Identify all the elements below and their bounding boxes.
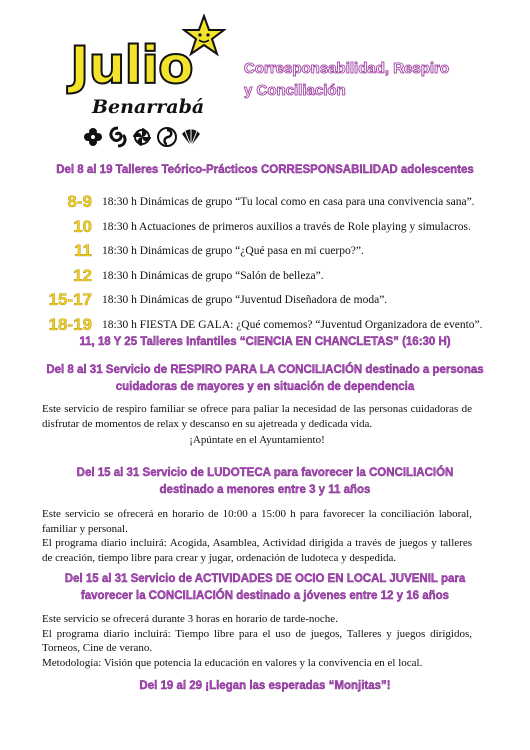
heading-line-2: y Conciliación [244,82,346,99]
section-ludoteca-title [30,465,500,499]
schedule-day: 12 [73,265,92,285]
schedule-day: 8-9 [67,192,92,212]
ocio-paragraph-1: Este servicio se ofrecerá durante 3 horas en horario de tarde-noche. [42,613,338,625]
schedule-item [40,239,510,264]
respiro-call: ¡Apúntate en el Ayuntamiento! [189,434,325,446]
section-ludoteca-title-line-2: destinado a menores entre 3 y 11 años [159,484,371,496]
schedule-list [40,190,510,337]
ludoteca-paragraph-2: El programa diario incluirá: Acogida, Asamblea, Actividad dirigida a través de juegos y talleres de creación, tiempo libre para crear y jugar, ordenación de ludoteca y despedida. [42,537,472,564]
schedule-text: 18:30 h Dinámicas de grupo “Tu local como en casa para una convivencia sana”. [102,196,475,209]
schedule-text: 18:30 h Dinámicas de grupo “Juventud Diseñadora de moda”. [102,294,388,307]
logo-word: Julio [70,36,193,96]
schedule-text: 18:30 h Dinámicas de grupo “Salón de belleza”. [102,269,324,282]
logo-town: Benarrabá [92,96,205,118]
logo-symbols [82,126,202,148]
schedule-item [40,215,510,240]
heading-line-1: Corresponsabilidad, Respiro [244,60,450,77]
swirl-icon [107,126,129,148]
schedule-text: 18:30 h Actuaciones de primeros auxilios a través de Role playing y simulacros. [102,220,471,233]
section-ocio-title-line-1: Del 15 al 31 Servicio de ACTIVIDADES DE OCIO EN LOCAL JUVENIL para [64,573,466,585]
section-adolescents-title: Del 8 al 19 Talleres Teórico-Prácticos CORRESPONSABILIDAD adolescentes [56,164,474,176]
section-ocio-body [42,612,472,670]
schedule-text: 18:30 h FIESTA DE GALA: ¿Qué comemos? “Juventud Organizadora de evento”. [102,318,483,331]
schedule-item [40,288,510,313]
schedule-day: 15-17 [48,290,92,310]
swirl-icon [156,126,178,148]
section-respiro-body [42,402,472,448]
section-ocio-title-line-2: favorecer la CONCILIACIÓN destinado a jóvenes entre 12 y 16 años [80,590,450,602]
section-respiro-title-line-1: Del 8 al 31 Servicio de RESPIRO PARA LA CONCILIACIÓN destinado a personas [46,364,484,376]
ludoteca-paragraph-1: Este servicio se ofrecerá en horario de 10:00 a 15:00 h para favorecer la conciliación laboral, familiar y personal. [42,508,472,535]
ocio-paragraph-3: Metodología: Visión que potencia la educación en valores y la convivencia en el local. [42,656,423,669]
section-respiro-title-line-2: cuidadoras de mayores y en situación de dependencia [115,381,415,393]
ocio-paragraph-2: El programa diario incluirá: Tiempo libre para el uso de juegos, Talleres y juegos dirigidos, Torneos, Cine de verano. [42,627,472,654]
schedule-text: 18:30 h Dinámicas de grupo “¿Qué pasa en mi cuerpo?”. [102,245,364,258]
section-ludoteca-body [42,507,472,565]
lauburu-icon [82,126,104,148]
respiro-paragraph: Este servicio de respiro familiar se ofrece para paliar la necesidad de las personas cuidadoras de disfrutar de momentos de relax y descanso en su ajetreada y dedicada vida. [42,403,472,430]
section-ciencia-title: 11, 18 Y 25 Talleres Infantiles “CIENCIA EN CHANCLETAS” (16:30 H) [79,336,451,348]
section-ludoteca-title-line-1: Del 15 al 31 Servicio de LUDOTECA para favorecer la CONCILIACIÓN [76,467,454,479]
section-respiro-title [30,362,500,396]
schedule-day: 10 [73,216,92,236]
logo [70,14,230,154]
section-ocio-title [30,571,500,605]
schedule-day: 11 [74,241,92,261]
schedule-day: 18-19 [48,314,92,334]
fan-icon [180,126,202,148]
section-monjitas-title: Del 19 al 29 ¡Llegan las esperadas “Monjitas”! [139,680,391,692]
schedule-item [40,264,510,289]
schedule-item [40,190,510,215]
page-heading [244,58,514,102]
lauburu-icon [131,126,153,148]
